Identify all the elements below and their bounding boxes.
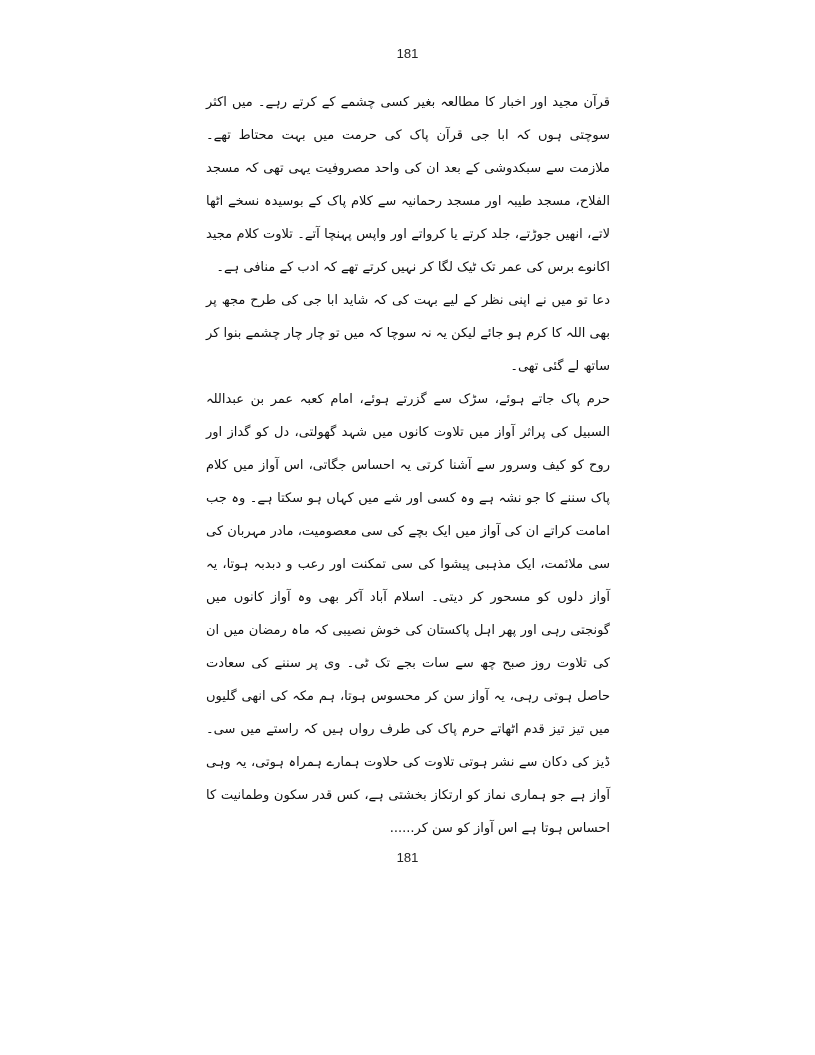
paragraph-1: قرآن مجید اور اخبار کا مطالعہ بغیر کسی چشمے کے کرتے رہے۔ میں اکثر سوچتی ہوں کہ ابا جی قرآن پاک کی حرمت میں بہت محتاط تھے۔ ملازمت سے سبکدوشی کے بعد ان کی واحد مصروفیت یہی تھی کہ مسجد الفلاح، مسجد طیبہ اور مسجد رحمانیہ سے کلام پاک کے بوسیدہ نسخے اٹھا لاتے، انھیں جوڑتے، جلد کرتے یا کرواتے اور واپس پہنچا آتے۔ تلاوت کلام مجید اکانوے برس کی عمر تک ٹیک لگا کر نہیں کرتے تھے کہ ادب کے منافی ہے۔ [206,95,610,275]
page-number-bottom: 181 [396,850,419,865]
page-number-top: 181 [396,46,419,61]
page-body [206,86,610,845]
paragraph-3: حرم پاک جاتے ہوئے، سڑک سے گزرتے ہوئے، امام کعبہ عمر بن عبداللہ السبیل کی پراثر آواز میں تلاوت کانوں میں شہد گھولتی، دل کو گداز اور روح کو کیف وسرور سے آشنا کرتی یہ احساس جگاتی، اس آواز میں کلام پاک سننے کا جو نشہ ہے وہ کسی اور شے میں کہاں ہو سکتا ہے۔ وہ جب امامت کراتے ان کی آواز میں ایک بچے کی سی معصومیت، مادر مہربان کی سی ملائمت، ایک مذہبی پیشوا کی سی تمکنت اور رعب و دبدبہ ہوتا، یہ آواز دلوں کو مسحور کر دیتی۔ اسلام آباد آکر بھی وہ آواز کانوں میں گونجتی رہی اور پھر اہل پاکستان کی خوش نصیبی کہ ماہ رمضان میں ان کی تلاوت روز صبح چھ سے سات بجے تک ٹی۔ وی پر سننے کی سعادت حاصل ہوتی رہی، یہ آواز سن کر محسوس ہوتا، ہم مکہ کی انھی گلیوں میں تیز تیز قدم اٹھاتے حرم پاک کی طرف رواں ہیں کہ راستے میں سی۔ ڈیز کی دکان سے نشر ہوتی تلاوت کی حلاوت ہمارے ہمراہ ہوتی، یہ وہی آواز ہے جو ہماری نماز کو ارتکاز بخشتی ہے، کس قدر سکون وطمانیت کا احساس ہوتا ہے اس آواز کو سن کر...... [206,392,610,836]
paragraph-2: دعا تو میں نے اپنی نظر کے لیے بہت کی کہ شاید ابا جی کی طرح مجھ پر بھی اللہ کا کرم ہو جائے لیکن یہ نہ سوچا کہ میں تو چار چار چشمے بنوا کر ساتھ لے گئی تھی۔ [206,293,610,374]
